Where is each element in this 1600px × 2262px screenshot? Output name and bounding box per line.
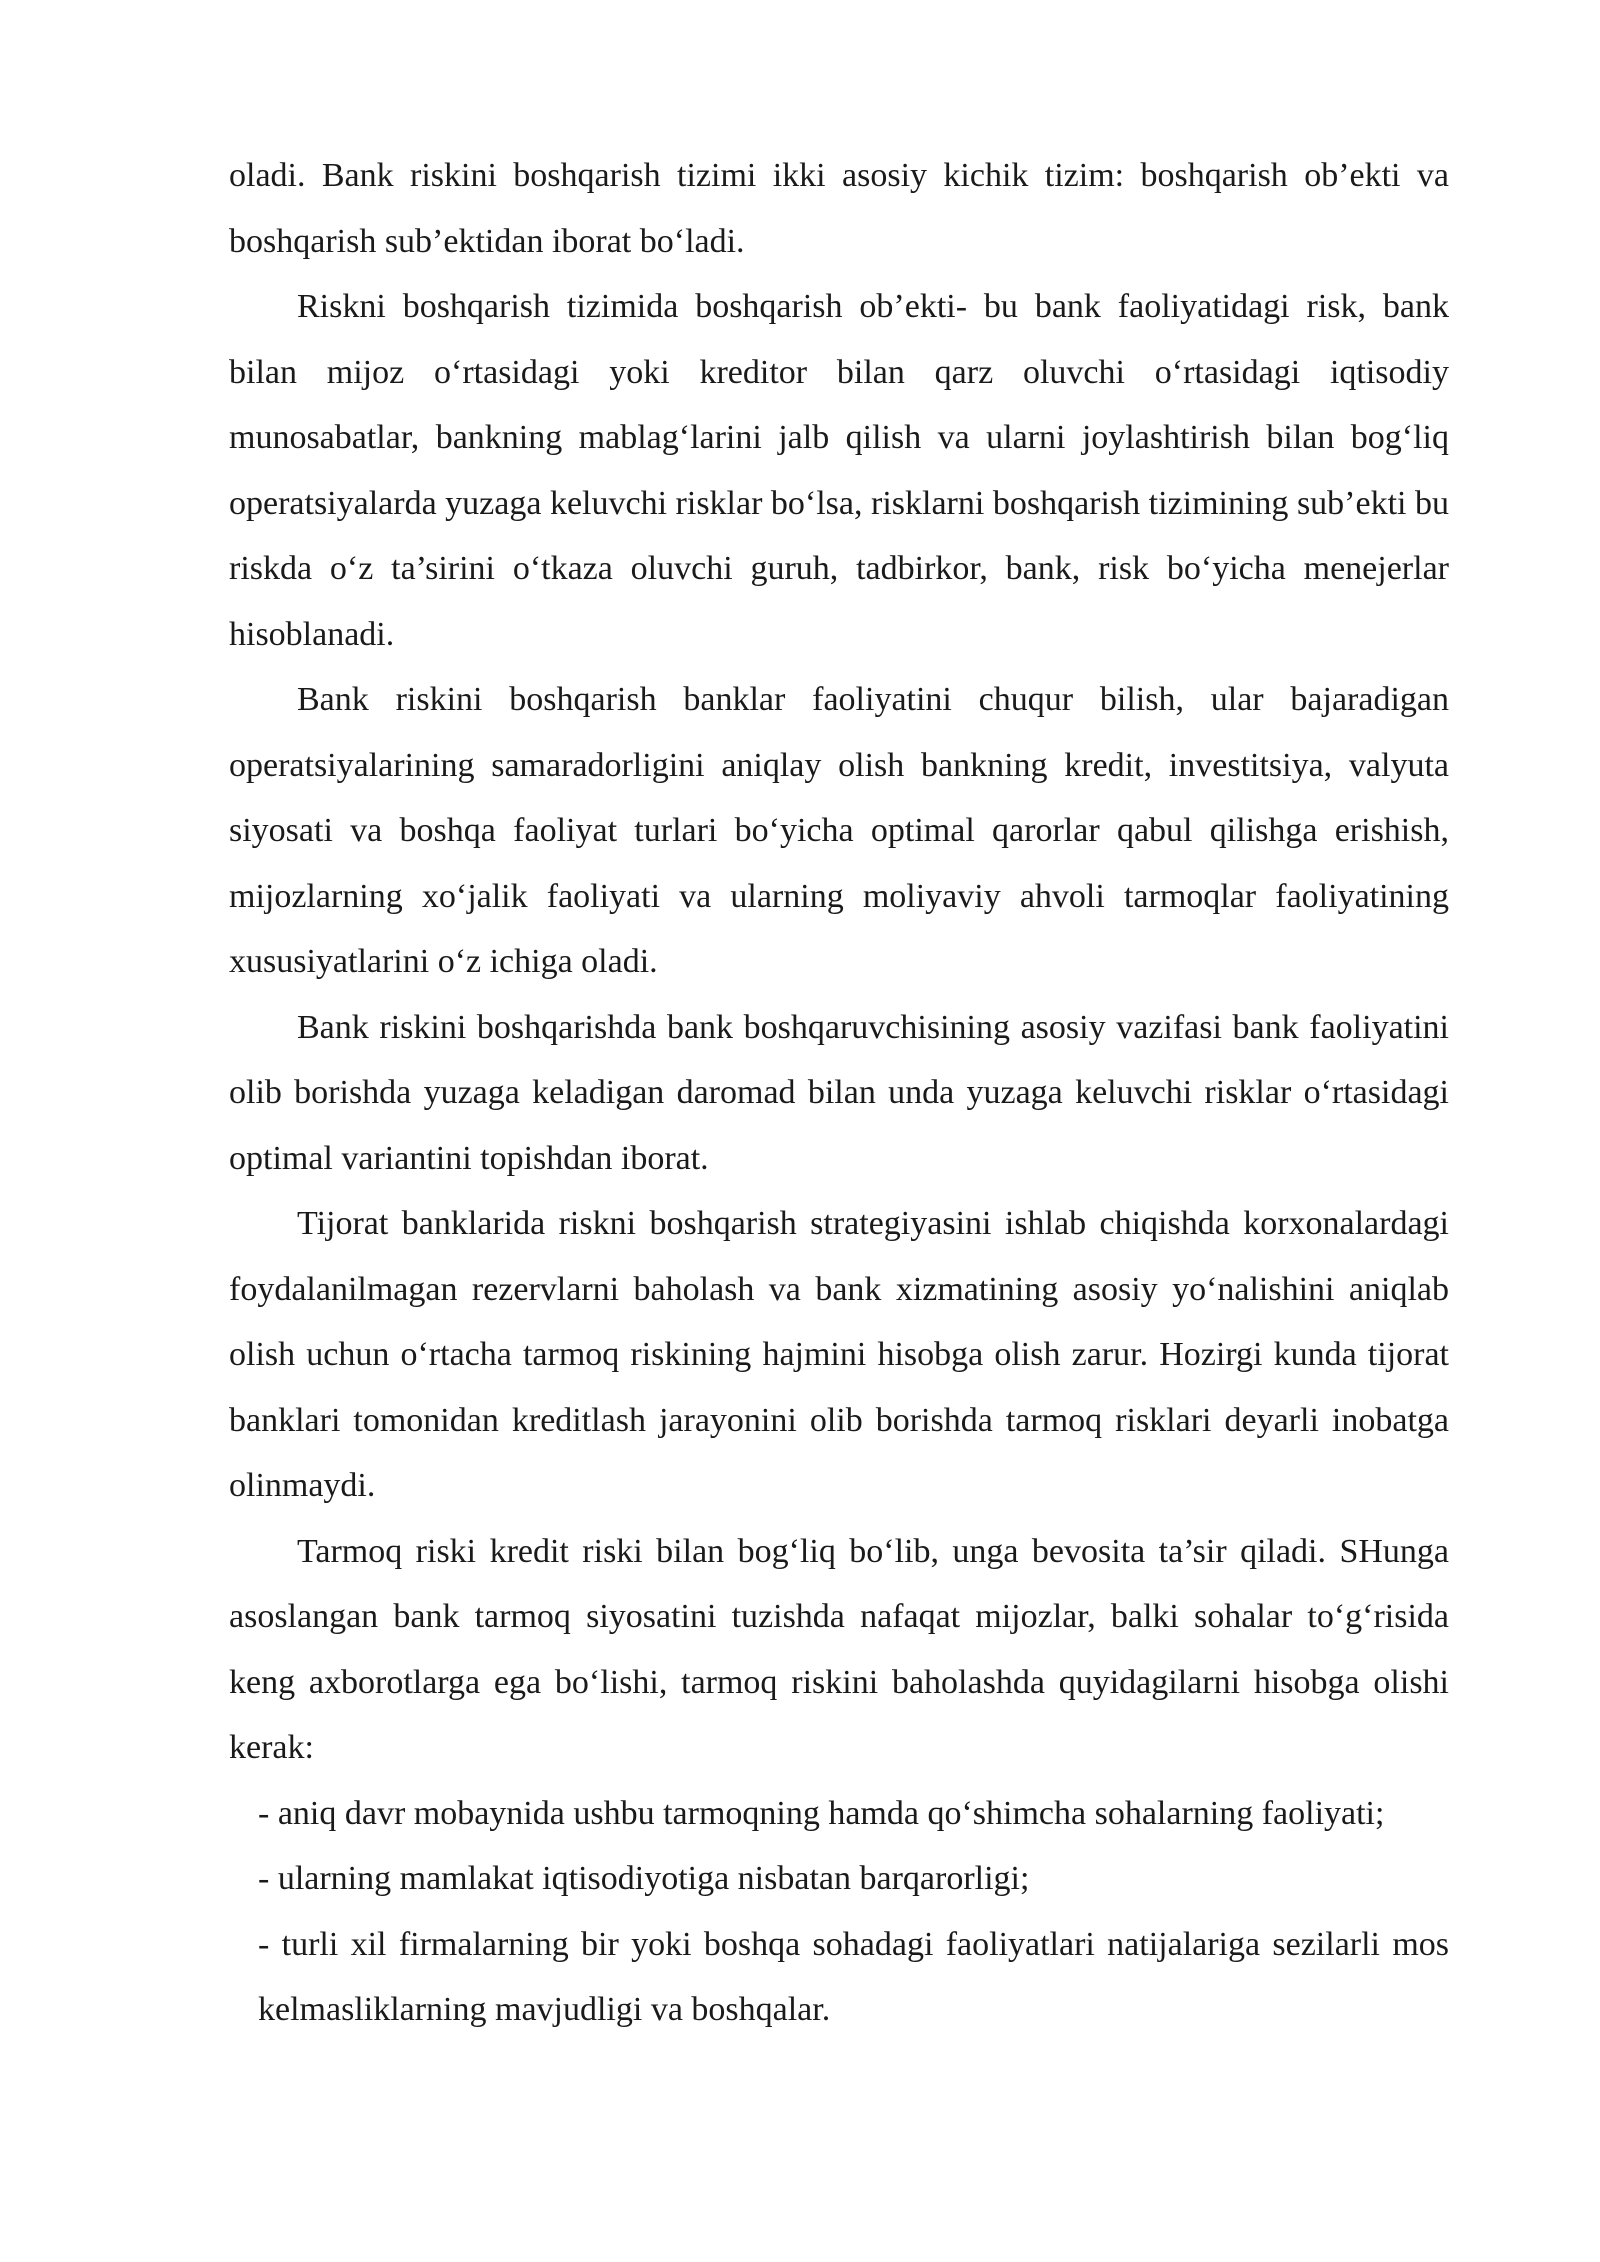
list-item: - turli xil firmalarning bir yoki boshqa sohadagi faoliyatlari natijalariga sezilarli mos kelmasliklarning mavjudligi va boshqalar.: [258, 1925, 1449, 2028]
paragraph-commercial-banks-strategy: Tijorat banklarida riskni boshqarish strategiyasini ishlab chiqishda korxonalardagi foydalanilmagan rezervlarni baholash va bank xizmatining asosiy yo‘nalishini aniqlab olish uchun o‘rtacha tarmoq riskining hajmini hisobga olish zarur. Hozirgi kunda tijorat banklari tomonidan kreditlash jarayonini olib borishda tarmoq risklari deyarli inobatga olinmaydi.: [229, 1205, 1449, 1504]
considerations-list: [229, 1781, 1449, 2043]
paragraph-risk-management-system: Riskni boshqarish tizimida boshqarish ob’ekti- bu bank faoliyatidagi risk, bank bilan mijoz o‘rtasidagi yoki kreditor bilan qarz oluvchi o‘rtasidagi iqtisodiy munosabatlar, bankning mablag‘larini jalb qilish va ularni joylashtirish bilan bog‘liq operatsiyalarda yuzaga keluvchi risklar bo‘lsa, risklarni boshqarish tizimining sub’ekti bu riskda o‘z ta’sirini o‘tkaza oluvchi guruh, tadbirkor, bank, risk bo‘yicha menejerlar hisoblanadi.: [229, 288, 1449, 653]
document-page: [229, 143, 1449, 2043]
paragraph-bank-risk-management: Bank riskini boshqarish banklar faoliyatini chuqur bilish, ular bajaradigan operatsiyalarining samaradorligini aniqlay olish bankning kredit, investitsiya, valyuta siyosati va boshqa faoliyat turlari bo‘yicha optimal qarorlar qabul qilishga erishish, mijozlarning xo‘jalik faoliyati va ularning moliyaviy ahvoli tarmoqlar faoliyatining xususiyatlarini o‘z ichiga oladi.: [229, 681, 1449, 980]
list-item: - aniq davr mobaynida ushbu tarmoqning hamda qo‘shimcha sohalarning faoliyati;: [258, 1794, 1385, 1832]
paragraph-sector-risk: Tarmoq riski kredit riski bilan bog‘liq bo‘lib, unga bevosita ta’sir qiladi. SHunga asoslangan bank tarmoq siyosatini tuzishda nafaqat mijozlar, balki sohalar to‘g‘risida keng axborotlarga ega bo‘lishi, tarmoq riskini baholashda quyidagilarni hisobga olishi kerak:: [229, 1532, 1449, 1766]
paragraph-continuation: oladi. Bank riskini boshqarish tizimi ikki asosiy kichik tizim: boshqarish ob’ekti va boshqarish sub’ektidan iborat bo‘ladi.: [229, 157, 1449, 260]
list-item: - ularning mamlakat iqtisodiyotiga nisbatan barqarorligi;: [258, 1860, 1030, 1897]
paragraph-manager-task: Bank riskini boshqarishda bank boshqaruvchisining asosiy vazifasi bank faoliyatini olib borishda yuzaga keladigan daromad bilan unda yuzaga keluvchi risklar o‘rtasidagi optimal variantini topishdan iborat.: [229, 1008, 1449, 1177]
